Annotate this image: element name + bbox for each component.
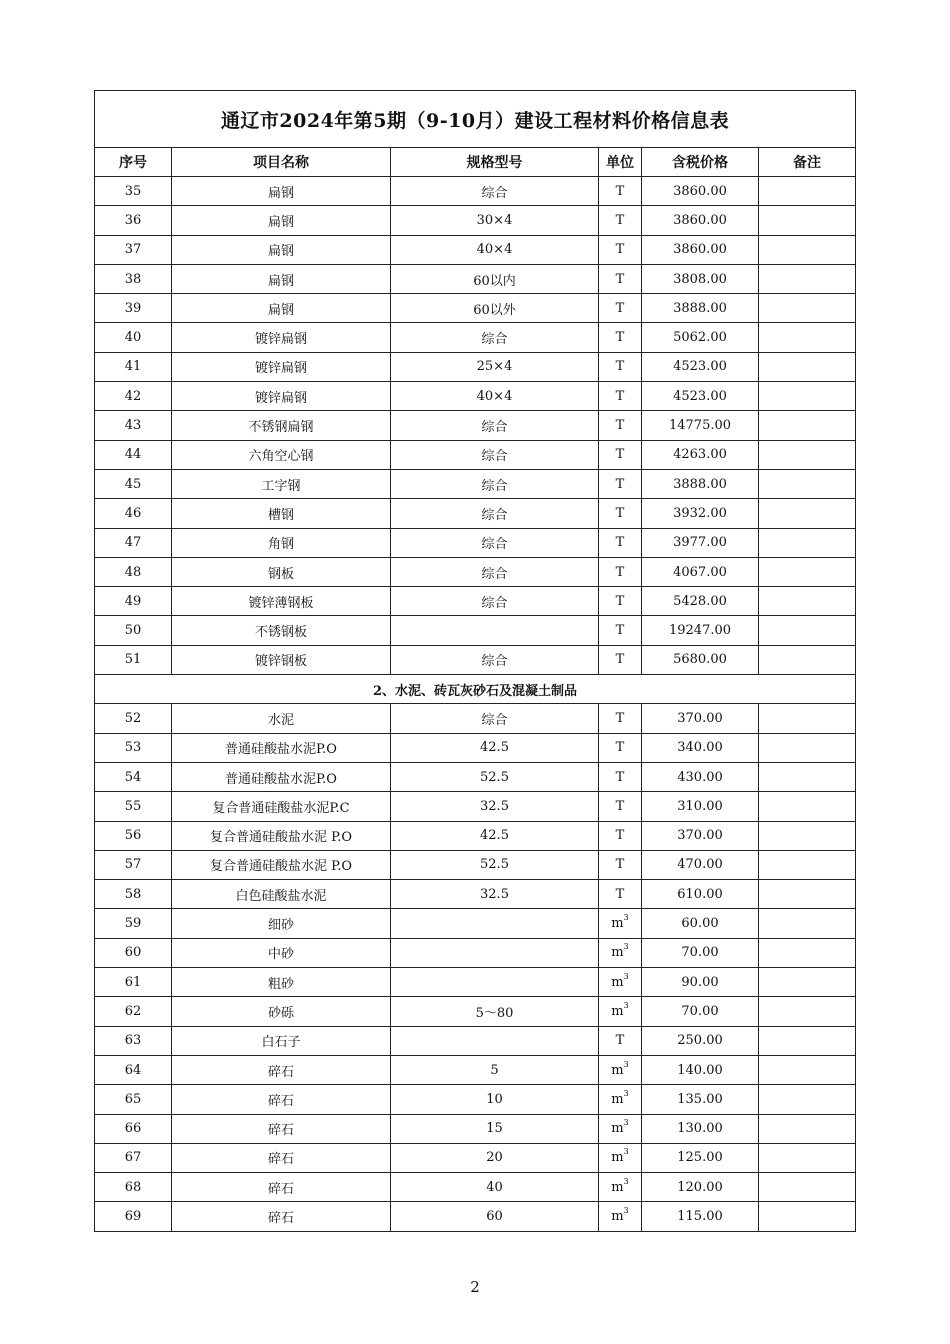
cell-note bbox=[759, 528, 856, 557]
cell-spec: 15 bbox=[391, 1114, 599, 1143]
cell-unit: T bbox=[599, 645, 642, 674]
cell-no: 43 bbox=[95, 411, 172, 440]
cell-spec: 52.5 bbox=[391, 850, 599, 879]
cell-unit bbox=[599, 1143, 642, 1172]
unit-base: m bbox=[611, 974, 624, 990]
unit-superscript: 3 bbox=[623, 942, 629, 952]
cell-spec: 5～80 bbox=[391, 997, 599, 1026]
cell-unit bbox=[599, 1055, 642, 1084]
cell-name: 碎石 bbox=[172, 1055, 391, 1084]
cell-price: 3860.00 bbox=[642, 177, 759, 206]
cell-no: 55 bbox=[95, 792, 172, 821]
cell-note bbox=[759, 704, 856, 733]
cell-unit bbox=[599, 909, 642, 938]
table-row bbox=[95, 850, 856, 879]
unit-superscript: 3 bbox=[623, 1206, 629, 1216]
cell-name: 碎石 bbox=[172, 1114, 391, 1143]
cell-note bbox=[759, 411, 856, 440]
header-no: 序号 bbox=[95, 148, 172, 177]
table-row bbox=[95, 499, 856, 528]
table-row bbox=[95, 528, 856, 557]
cell-unit: T bbox=[599, 557, 642, 586]
cell-note bbox=[759, 235, 856, 264]
cell-spec: 32.5 bbox=[391, 880, 599, 909]
cell-spec: 综合 bbox=[391, 528, 599, 557]
cell-unit: T bbox=[599, 469, 642, 498]
cell-name: 碎石 bbox=[172, 1085, 391, 1114]
cell-no: 39 bbox=[95, 294, 172, 323]
cell-name: 水泥 bbox=[172, 704, 391, 733]
cell-note bbox=[759, 499, 856, 528]
cell-no: 58 bbox=[95, 880, 172, 909]
cell-no: 35 bbox=[95, 177, 172, 206]
cell-spec bbox=[391, 909, 599, 938]
cell-unit: T bbox=[599, 616, 642, 645]
header-name: 项目名称 bbox=[172, 148, 391, 177]
page-number: 2 bbox=[470, 1278, 480, 1296]
unit-base: m bbox=[611, 916, 624, 932]
table-row bbox=[95, 1085, 856, 1114]
cell-note bbox=[759, 557, 856, 586]
cell-name: 扁钢 bbox=[172, 294, 391, 323]
cell-note bbox=[759, 177, 856, 206]
cell-unit: T bbox=[599, 587, 642, 616]
unit-superscript: 3 bbox=[623, 1147, 629, 1157]
cell-name: 扁钢 bbox=[172, 206, 391, 235]
cell-note bbox=[759, 792, 856, 821]
cell-spec: 20 bbox=[391, 1143, 599, 1172]
cell-unit: T bbox=[599, 323, 642, 352]
cell-spec: 32.5 bbox=[391, 792, 599, 821]
cell-name: 钢板 bbox=[172, 557, 391, 586]
cell-price: 125.00 bbox=[642, 1143, 759, 1172]
cell-note bbox=[759, 440, 856, 469]
cell-unit: T bbox=[599, 1026, 642, 1055]
cell-spec: 综合 bbox=[391, 645, 599, 674]
unit-superscript: 3 bbox=[623, 1176, 629, 1186]
cell-price: 60.00 bbox=[642, 909, 759, 938]
cell-price: 120.00 bbox=[642, 1173, 759, 1202]
cell-note bbox=[759, 762, 856, 791]
table-row bbox=[95, 645, 856, 674]
cell-spec: 综合 bbox=[391, 177, 599, 206]
table-row bbox=[95, 997, 856, 1026]
unit-superscript: 3 bbox=[623, 1000, 629, 1010]
table-row bbox=[95, 177, 856, 206]
price-table bbox=[94, 90, 856, 1232]
cell-name: 工字钢 bbox=[172, 469, 391, 498]
cell-no: 38 bbox=[95, 264, 172, 293]
cell-name: 镀锌薄钢板 bbox=[172, 587, 391, 616]
cell-note bbox=[759, 1114, 856, 1143]
cell-spec: 40 bbox=[391, 1173, 599, 1202]
cell-unit: T bbox=[599, 294, 642, 323]
table-row bbox=[95, 704, 856, 733]
cell-price: 340.00 bbox=[642, 733, 759, 762]
cell-spec: 30×4 bbox=[391, 206, 599, 235]
cell-price: 14775.00 bbox=[642, 411, 759, 440]
cell-price: 4067.00 bbox=[642, 557, 759, 586]
cell-unit: T bbox=[599, 411, 642, 440]
cell-name: 镀锌钢板 bbox=[172, 645, 391, 674]
cell-spec: 综合 bbox=[391, 323, 599, 352]
cell-spec: 综合 bbox=[391, 440, 599, 469]
cell-price: 5062.00 bbox=[642, 323, 759, 352]
cell-no: 36 bbox=[95, 206, 172, 235]
cell-price: 3808.00 bbox=[642, 264, 759, 293]
cell-name: 镀锌扁钢 bbox=[172, 323, 391, 352]
cell-no: 61 bbox=[95, 968, 172, 997]
cell-spec: 60 bbox=[391, 1202, 599, 1231]
table-row bbox=[95, 938, 856, 967]
cell-unit bbox=[599, 938, 642, 967]
unit-base: m bbox=[611, 1003, 624, 1019]
cell-name: 不锈钢板 bbox=[172, 616, 391, 645]
table-row bbox=[95, 557, 856, 586]
table-row bbox=[95, 1173, 856, 1202]
cell-spec bbox=[391, 968, 599, 997]
cell-no: 51 bbox=[95, 645, 172, 674]
cell-price: 130.00 bbox=[642, 1114, 759, 1143]
cell-spec: 综合 bbox=[391, 704, 599, 733]
table-row bbox=[95, 1202, 856, 1231]
cell-spec: 40×4 bbox=[391, 235, 599, 264]
cell-note bbox=[759, 264, 856, 293]
cell-no: 50 bbox=[95, 616, 172, 645]
cell-note bbox=[759, 938, 856, 967]
table-title: 通辽市2024年第5期（9-10月）建设工程材料价格信息表 bbox=[95, 91, 856, 148]
table-row bbox=[95, 909, 856, 938]
cell-name: 镀锌扁钢 bbox=[172, 382, 391, 411]
cell-note bbox=[759, 645, 856, 674]
cell-price: 70.00 bbox=[642, 938, 759, 967]
cell-unit: T bbox=[599, 880, 642, 909]
cell-no: 47 bbox=[95, 528, 172, 557]
cell-unit: T bbox=[599, 499, 642, 528]
cell-note bbox=[759, 821, 856, 850]
cell-name: 碎石 bbox=[172, 1143, 391, 1172]
cell-name: 复合普通硅酸盐水泥P.C bbox=[172, 792, 391, 821]
unit-base: m bbox=[611, 1121, 624, 1137]
cell-price: 19247.00 bbox=[642, 616, 759, 645]
cell-no: 57 bbox=[95, 850, 172, 879]
table-row bbox=[95, 294, 856, 323]
cell-price: 250.00 bbox=[642, 1026, 759, 1055]
cell-price: 135.00 bbox=[642, 1085, 759, 1114]
header-row bbox=[95, 148, 856, 177]
table-row bbox=[95, 1055, 856, 1084]
cell-price: 3860.00 bbox=[642, 206, 759, 235]
table-row bbox=[95, 762, 856, 791]
cell-unit: T bbox=[599, 264, 642, 293]
cell-note bbox=[759, 733, 856, 762]
cell-name: 不锈钢扁钢 bbox=[172, 411, 391, 440]
cell-price: 4523.00 bbox=[642, 352, 759, 381]
unit-superscript: 3 bbox=[623, 1118, 629, 1128]
cell-note bbox=[759, 587, 856, 616]
cell-no: 64 bbox=[95, 1055, 172, 1084]
cell-name: 扁钢 bbox=[172, 235, 391, 264]
cell-price: 140.00 bbox=[642, 1055, 759, 1084]
cell-note bbox=[759, 382, 856, 411]
cell-name: 扁钢 bbox=[172, 177, 391, 206]
cell-price: 4523.00 bbox=[642, 382, 759, 411]
cell-spec: 42.5 bbox=[391, 821, 599, 850]
cell-no: 62 bbox=[95, 997, 172, 1026]
cell-no: 65 bbox=[95, 1085, 172, 1114]
cell-name: 粗砂 bbox=[172, 968, 391, 997]
table-row bbox=[95, 733, 856, 762]
cell-spec: 60以外 bbox=[391, 294, 599, 323]
unit-base: m bbox=[611, 1091, 624, 1107]
cell-note bbox=[759, 909, 856, 938]
section-header bbox=[95, 675, 856, 704]
header-note: 备注 bbox=[759, 148, 856, 177]
cell-note bbox=[759, 968, 856, 997]
cell-unit: T bbox=[599, 762, 642, 791]
unit-base: m bbox=[611, 1150, 624, 1166]
cell-price: 4263.00 bbox=[642, 440, 759, 469]
cell-unit bbox=[599, 997, 642, 1026]
cell-spec: 60以内 bbox=[391, 264, 599, 293]
cell-no: 48 bbox=[95, 557, 172, 586]
cell-price: 70.00 bbox=[642, 997, 759, 1026]
header-unit: 单位 bbox=[599, 148, 642, 177]
cell-unit bbox=[599, 968, 642, 997]
cell-price: 430.00 bbox=[642, 762, 759, 791]
cell-note bbox=[759, 1143, 856, 1172]
table-row bbox=[95, 323, 856, 352]
cell-name: 细砂 bbox=[172, 909, 391, 938]
cell-no: 40 bbox=[95, 323, 172, 352]
cell-spec: 5 bbox=[391, 1055, 599, 1084]
cell-no: 54 bbox=[95, 762, 172, 791]
cell-no: 41 bbox=[95, 352, 172, 381]
cell-unit: T bbox=[599, 850, 642, 879]
cell-name: 碎石 bbox=[172, 1202, 391, 1231]
cell-price: 5680.00 bbox=[642, 645, 759, 674]
cell-price: 370.00 bbox=[642, 821, 759, 850]
cell-unit: T bbox=[599, 440, 642, 469]
cell-no: 59 bbox=[95, 909, 172, 938]
table-row bbox=[95, 821, 856, 850]
unit-superscript: 3 bbox=[623, 1088, 629, 1098]
cell-name: 复合普通硅酸盐水泥 P.O bbox=[172, 821, 391, 850]
cell-name: 镀锌扁钢 bbox=[172, 352, 391, 381]
cell-note bbox=[759, 469, 856, 498]
cell-note bbox=[759, 1202, 856, 1231]
cell-unit: T bbox=[599, 821, 642, 850]
cell-unit: T bbox=[599, 792, 642, 821]
cell-spec: 综合 bbox=[391, 587, 599, 616]
cell-unit bbox=[599, 1202, 642, 1231]
table-row bbox=[95, 616, 856, 645]
cell-unit: T bbox=[599, 352, 642, 381]
cell-unit: T bbox=[599, 528, 642, 557]
cell-note bbox=[759, 616, 856, 645]
cell-price: 3977.00 bbox=[642, 528, 759, 557]
cell-spec: 综合 bbox=[391, 469, 599, 498]
cell-unit bbox=[599, 1114, 642, 1143]
cell-name: 普通硅酸盐水泥P.O bbox=[172, 762, 391, 791]
table-row bbox=[95, 469, 856, 498]
cell-spec: 25×4 bbox=[391, 352, 599, 381]
header-price: 含税价格 bbox=[642, 148, 759, 177]
cell-no: 52 bbox=[95, 704, 172, 733]
cell-price: 610.00 bbox=[642, 880, 759, 909]
cell-name: 白色硅酸盐水泥 bbox=[172, 880, 391, 909]
cell-price: 3888.00 bbox=[642, 294, 759, 323]
cell-no: 49 bbox=[95, 587, 172, 616]
cell-name: 角钢 bbox=[172, 528, 391, 557]
section-title: 2、水泥、砖瓦灰砂石及混凝土制品 bbox=[95, 675, 856, 704]
cell-unit: T bbox=[599, 382, 642, 411]
cell-spec: 40×4 bbox=[391, 382, 599, 411]
unit-base: m bbox=[611, 945, 624, 961]
table-row bbox=[95, 235, 856, 264]
table-row bbox=[95, 1114, 856, 1143]
cell-no: 46 bbox=[95, 499, 172, 528]
cell-price: 115.00 bbox=[642, 1202, 759, 1231]
cell-note bbox=[759, 997, 856, 1026]
cell-note bbox=[759, 850, 856, 879]
cell-no: 53 bbox=[95, 733, 172, 762]
cell-name: 中砂 bbox=[172, 938, 391, 967]
cell-name: 槽钢 bbox=[172, 499, 391, 528]
table-body-cement bbox=[95, 704, 856, 1231]
cell-note bbox=[759, 1085, 856, 1114]
cell-note bbox=[759, 1173, 856, 1202]
cell-no: 42 bbox=[95, 382, 172, 411]
cell-no: 69 bbox=[95, 1202, 172, 1231]
unit-base: m bbox=[611, 1179, 624, 1195]
cell-no: 44 bbox=[95, 440, 172, 469]
cell-price: 3932.00 bbox=[642, 499, 759, 528]
unit-superscript: 3 bbox=[623, 971, 629, 981]
table-row bbox=[95, 411, 856, 440]
cell-no: 37 bbox=[95, 235, 172, 264]
cell-note bbox=[759, 1055, 856, 1084]
table-row bbox=[95, 264, 856, 293]
cell-price: 470.00 bbox=[642, 850, 759, 879]
cell-name: 砂砾 bbox=[172, 997, 391, 1026]
cell-spec: 综合 bbox=[391, 499, 599, 528]
cell-no: 63 bbox=[95, 1026, 172, 1055]
cell-spec: 10 bbox=[391, 1085, 599, 1114]
cell-name: 六角空心钢 bbox=[172, 440, 391, 469]
cell-note bbox=[759, 880, 856, 909]
table-body-steel bbox=[95, 177, 856, 675]
table-row bbox=[95, 968, 856, 997]
cell-unit bbox=[599, 1173, 642, 1202]
cell-price: 3860.00 bbox=[642, 235, 759, 264]
header-spec: 规格型号 bbox=[391, 148, 599, 177]
unit-superscript: 3 bbox=[623, 913, 629, 923]
cell-no: 66 bbox=[95, 1114, 172, 1143]
cell-unit: T bbox=[599, 733, 642, 762]
table-row bbox=[95, 792, 856, 821]
cell-unit bbox=[599, 1085, 642, 1114]
cell-no: 60 bbox=[95, 938, 172, 967]
unit-base: m bbox=[611, 1209, 624, 1225]
cell-unit: T bbox=[599, 206, 642, 235]
cell-no: 45 bbox=[95, 469, 172, 498]
cell-unit: T bbox=[599, 235, 642, 264]
cell-note bbox=[759, 1026, 856, 1055]
cell-note bbox=[759, 323, 856, 352]
cell-note bbox=[759, 294, 856, 323]
table-row bbox=[95, 880, 856, 909]
cell-name: 白石子 bbox=[172, 1026, 391, 1055]
cell-name: 普通硅酸盐水泥P.O bbox=[172, 733, 391, 762]
cell-price: 3888.00 bbox=[642, 469, 759, 498]
cell-name: 扁钢 bbox=[172, 264, 391, 293]
cell-spec bbox=[391, 616, 599, 645]
cell-spec: 42.5 bbox=[391, 733, 599, 762]
cell-note bbox=[759, 206, 856, 235]
table-row bbox=[95, 440, 856, 469]
cell-spec: 综合 bbox=[391, 557, 599, 586]
cell-price: 5428.00 bbox=[642, 587, 759, 616]
table-row bbox=[95, 206, 856, 235]
table-row bbox=[95, 352, 856, 381]
table-row bbox=[95, 1143, 856, 1172]
cell-spec: 综合 bbox=[391, 411, 599, 440]
cell-no: 56 bbox=[95, 821, 172, 850]
cell-note bbox=[759, 352, 856, 381]
cell-spec: 52.5 bbox=[391, 762, 599, 791]
cell-spec bbox=[391, 1026, 599, 1055]
cell-price: 310.00 bbox=[642, 792, 759, 821]
cell-price: 90.00 bbox=[642, 968, 759, 997]
unit-base: m bbox=[611, 1062, 624, 1078]
cell-spec bbox=[391, 938, 599, 967]
cell-no: 68 bbox=[95, 1173, 172, 1202]
table-row bbox=[95, 587, 856, 616]
cell-unit: T bbox=[599, 177, 642, 206]
table-row bbox=[95, 1026, 856, 1055]
cell-unit: T bbox=[599, 704, 642, 733]
unit-superscript: 3 bbox=[623, 1059, 629, 1069]
cell-no: 67 bbox=[95, 1143, 172, 1172]
cell-name: 碎石 bbox=[172, 1173, 391, 1202]
cell-name: 复合普通硅酸盐水泥 P.O bbox=[172, 850, 391, 879]
cell-price: 370.00 bbox=[642, 704, 759, 733]
table-row bbox=[95, 382, 856, 411]
